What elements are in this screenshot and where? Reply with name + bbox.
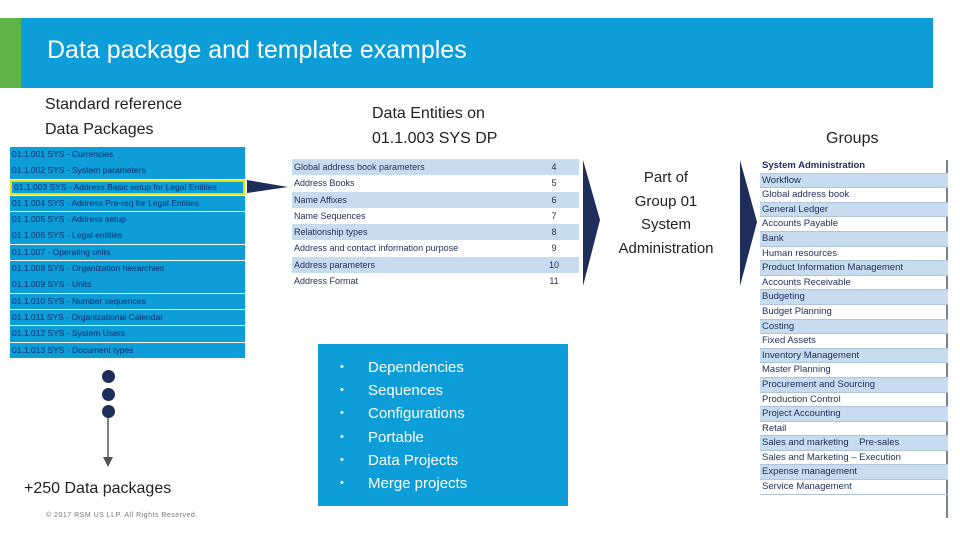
group-row[interactable]: Retail bbox=[760, 422, 948, 437]
package-row[interactable]: 01.1.006 SYS - Legal entities bbox=[10, 228, 245, 244]
entity-row[interactable] bbox=[292, 175, 579, 191]
group-row[interactable]: Master Planning bbox=[760, 363, 948, 378]
feature-item: • Dependencies bbox=[338, 356, 568, 379]
entity-row[interactable] bbox=[292, 257, 579, 273]
package-row[interactable]: 01.1.013 SYS - Document types bbox=[10, 343, 245, 359]
group-bracket-arrow bbox=[740, 160, 757, 286]
package-row-selected[interactable]: 01.1.003 SYS - Address Basic setup for Legal Entities bbox=[10, 180, 245, 196]
entities-line1: Data Entities on bbox=[372, 105, 485, 122]
group-row[interactable]: Sales and Marketing – Execution bbox=[760, 451, 948, 466]
page-title: Data package and template examples bbox=[47, 36, 467, 64]
group-row[interactable]: Product Information Management bbox=[760, 261, 948, 276]
feature-item: • Configurations bbox=[338, 402, 568, 425]
ellipsis-dot bbox=[102, 388, 115, 401]
group-row[interactable]: Human resources bbox=[760, 247, 948, 262]
entity-bracket-arrow bbox=[583, 160, 600, 286]
feature-item: • Data Projects bbox=[338, 449, 568, 472]
part-of-line2: Group 01 bbox=[634, 192, 698, 210]
entity-row[interactable] bbox=[292, 159, 579, 175]
entity-row[interactable] bbox=[292, 224, 579, 240]
group-list bbox=[760, 159, 948, 495]
group-row[interactable]: Service Management bbox=[760, 480, 948, 495]
group-row[interactable]: Fixed Assets bbox=[760, 334, 948, 349]
standard-ref-line1: Standard reference bbox=[45, 96, 182, 113]
entity-value: 5 bbox=[551, 178, 557, 189]
group-row[interactable]: Procurement and Sourcing bbox=[760, 378, 948, 393]
entity-value: 7 bbox=[551, 210, 557, 221]
group-row[interactable]: Inventory Management bbox=[760, 349, 948, 364]
entity-name: Address Format bbox=[294, 276, 359, 287]
group-row-selected[interactable]: System Administration bbox=[760, 159, 948, 174]
group-row[interactable]: Accounts Receivable bbox=[760, 276, 948, 291]
ellipsis-dot bbox=[102, 370, 115, 383]
group-row[interactable]: Project Accounting bbox=[760, 407, 948, 422]
group-row[interactable]: Accounts Payable bbox=[760, 217, 948, 232]
group-row[interactable]: Costing bbox=[760, 320, 948, 335]
package-row[interactable]: 01.1.012 SYS - System Users bbox=[10, 326, 245, 342]
entity-value: 9 bbox=[551, 243, 557, 254]
entity-value: 6 bbox=[551, 194, 557, 205]
group-row[interactable]: Global address book bbox=[760, 188, 948, 203]
features-box bbox=[318, 344, 568, 506]
groups-label: Groups bbox=[826, 130, 879, 147]
entity-name: Name Sequences bbox=[294, 210, 366, 221]
group-row[interactable]: Workflow bbox=[760, 174, 948, 189]
entity-row[interactable] bbox=[292, 192, 579, 208]
package-row[interactable]: 01.1.004 SYS - Address Pre-req for Legal Entities bbox=[10, 196, 245, 212]
features-list bbox=[318, 344, 568, 495]
feature-item: • Sequences bbox=[338, 379, 568, 402]
down-arrow-head bbox=[103, 457, 113, 467]
entity-table bbox=[292, 159, 579, 289]
group-row[interactable]: Bank bbox=[760, 232, 948, 247]
entities-line2: 01.1.003 SYS DP bbox=[372, 130, 498, 147]
entity-name: Global address book parameters bbox=[294, 162, 425, 172]
entity-value: 4 bbox=[551, 162, 557, 172]
group-row[interactable]: Sales and marketing Pre-sales bbox=[760, 436, 948, 451]
package-row[interactable]: 01.1.008 SYS - Organization hierarchies bbox=[10, 261, 245, 277]
package-row[interactable]: 01.1.007 - Operating units bbox=[10, 245, 245, 261]
entity-value: 11 bbox=[549, 276, 559, 287]
entity-name: Address and contact information purpose bbox=[294, 243, 459, 254]
package-row[interactable]: 01.1.001 SYS - Currencies bbox=[10, 147, 245, 163]
entity-name: Name Affixes bbox=[294, 194, 347, 205]
part-of-line1: Part of bbox=[643, 169, 689, 186]
group-row[interactable]: Budget Planning bbox=[760, 305, 948, 320]
group-row[interactable]: Expense management bbox=[760, 465, 948, 480]
group-row[interactable]: Production Control bbox=[760, 393, 948, 408]
part-of-line3: System bbox=[640, 216, 691, 233]
standard-ref-line2: Data Packages bbox=[45, 121, 154, 138]
entity-value: 8 bbox=[551, 227, 557, 238]
feature-item: • Portable bbox=[338, 426, 568, 449]
package-row[interactable]: 01.1.005 SYS - Address setup bbox=[10, 212, 245, 228]
entity-value: 10 bbox=[548, 259, 559, 270]
entity-row[interactable] bbox=[292, 273, 579, 289]
entity-name: Address Books bbox=[294, 178, 355, 189]
package-row[interactable]: 01.1.010 SYS - Number sequences bbox=[10, 294, 245, 310]
ellipsis-dot bbox=[102, 405, 115, 418]
group-row[interactable]: General Ledger bbox=[760, 203, 948, 218]
package-row[interactable]: 01.1.009 SYS - Units bbox=[10, 277, 245, 293]
part-of-line4: Administration bbox=[618, 239, 714, 257]
entity-row[interactable] bbox=[292, 240, 579, 256]
package-to-entity-arrow bbox=[247, 180, 288, 193]
copyright-notice: © 2017 RSM US LLP. All Rights Reserved. bbox=[46, 512, 198, 519]
more-packages-label: +250 Data packages bbox=[24, 480, 172, 497]
package-row[interactable]: 01.1.002 SYS - System parameters bbox=[10, 163, 245, 179]
entity-name: Address parameters bbox=[294, 259, 376, 270]
package-row[interactable]: 01.1.011 SYS - Organizational Calendar bbox=[10, 310, 245, 326]
feature-item: • Merge projects bbox=[338, 472, 568, 495]
group-row[interactable]: Budgeting bbox=[760, 290, 948, 305]
entity-row[interactable] bbox=[292, 208, 579, 224]
entity-name: Relationship types bbox=[294, 227, 368, 238]
